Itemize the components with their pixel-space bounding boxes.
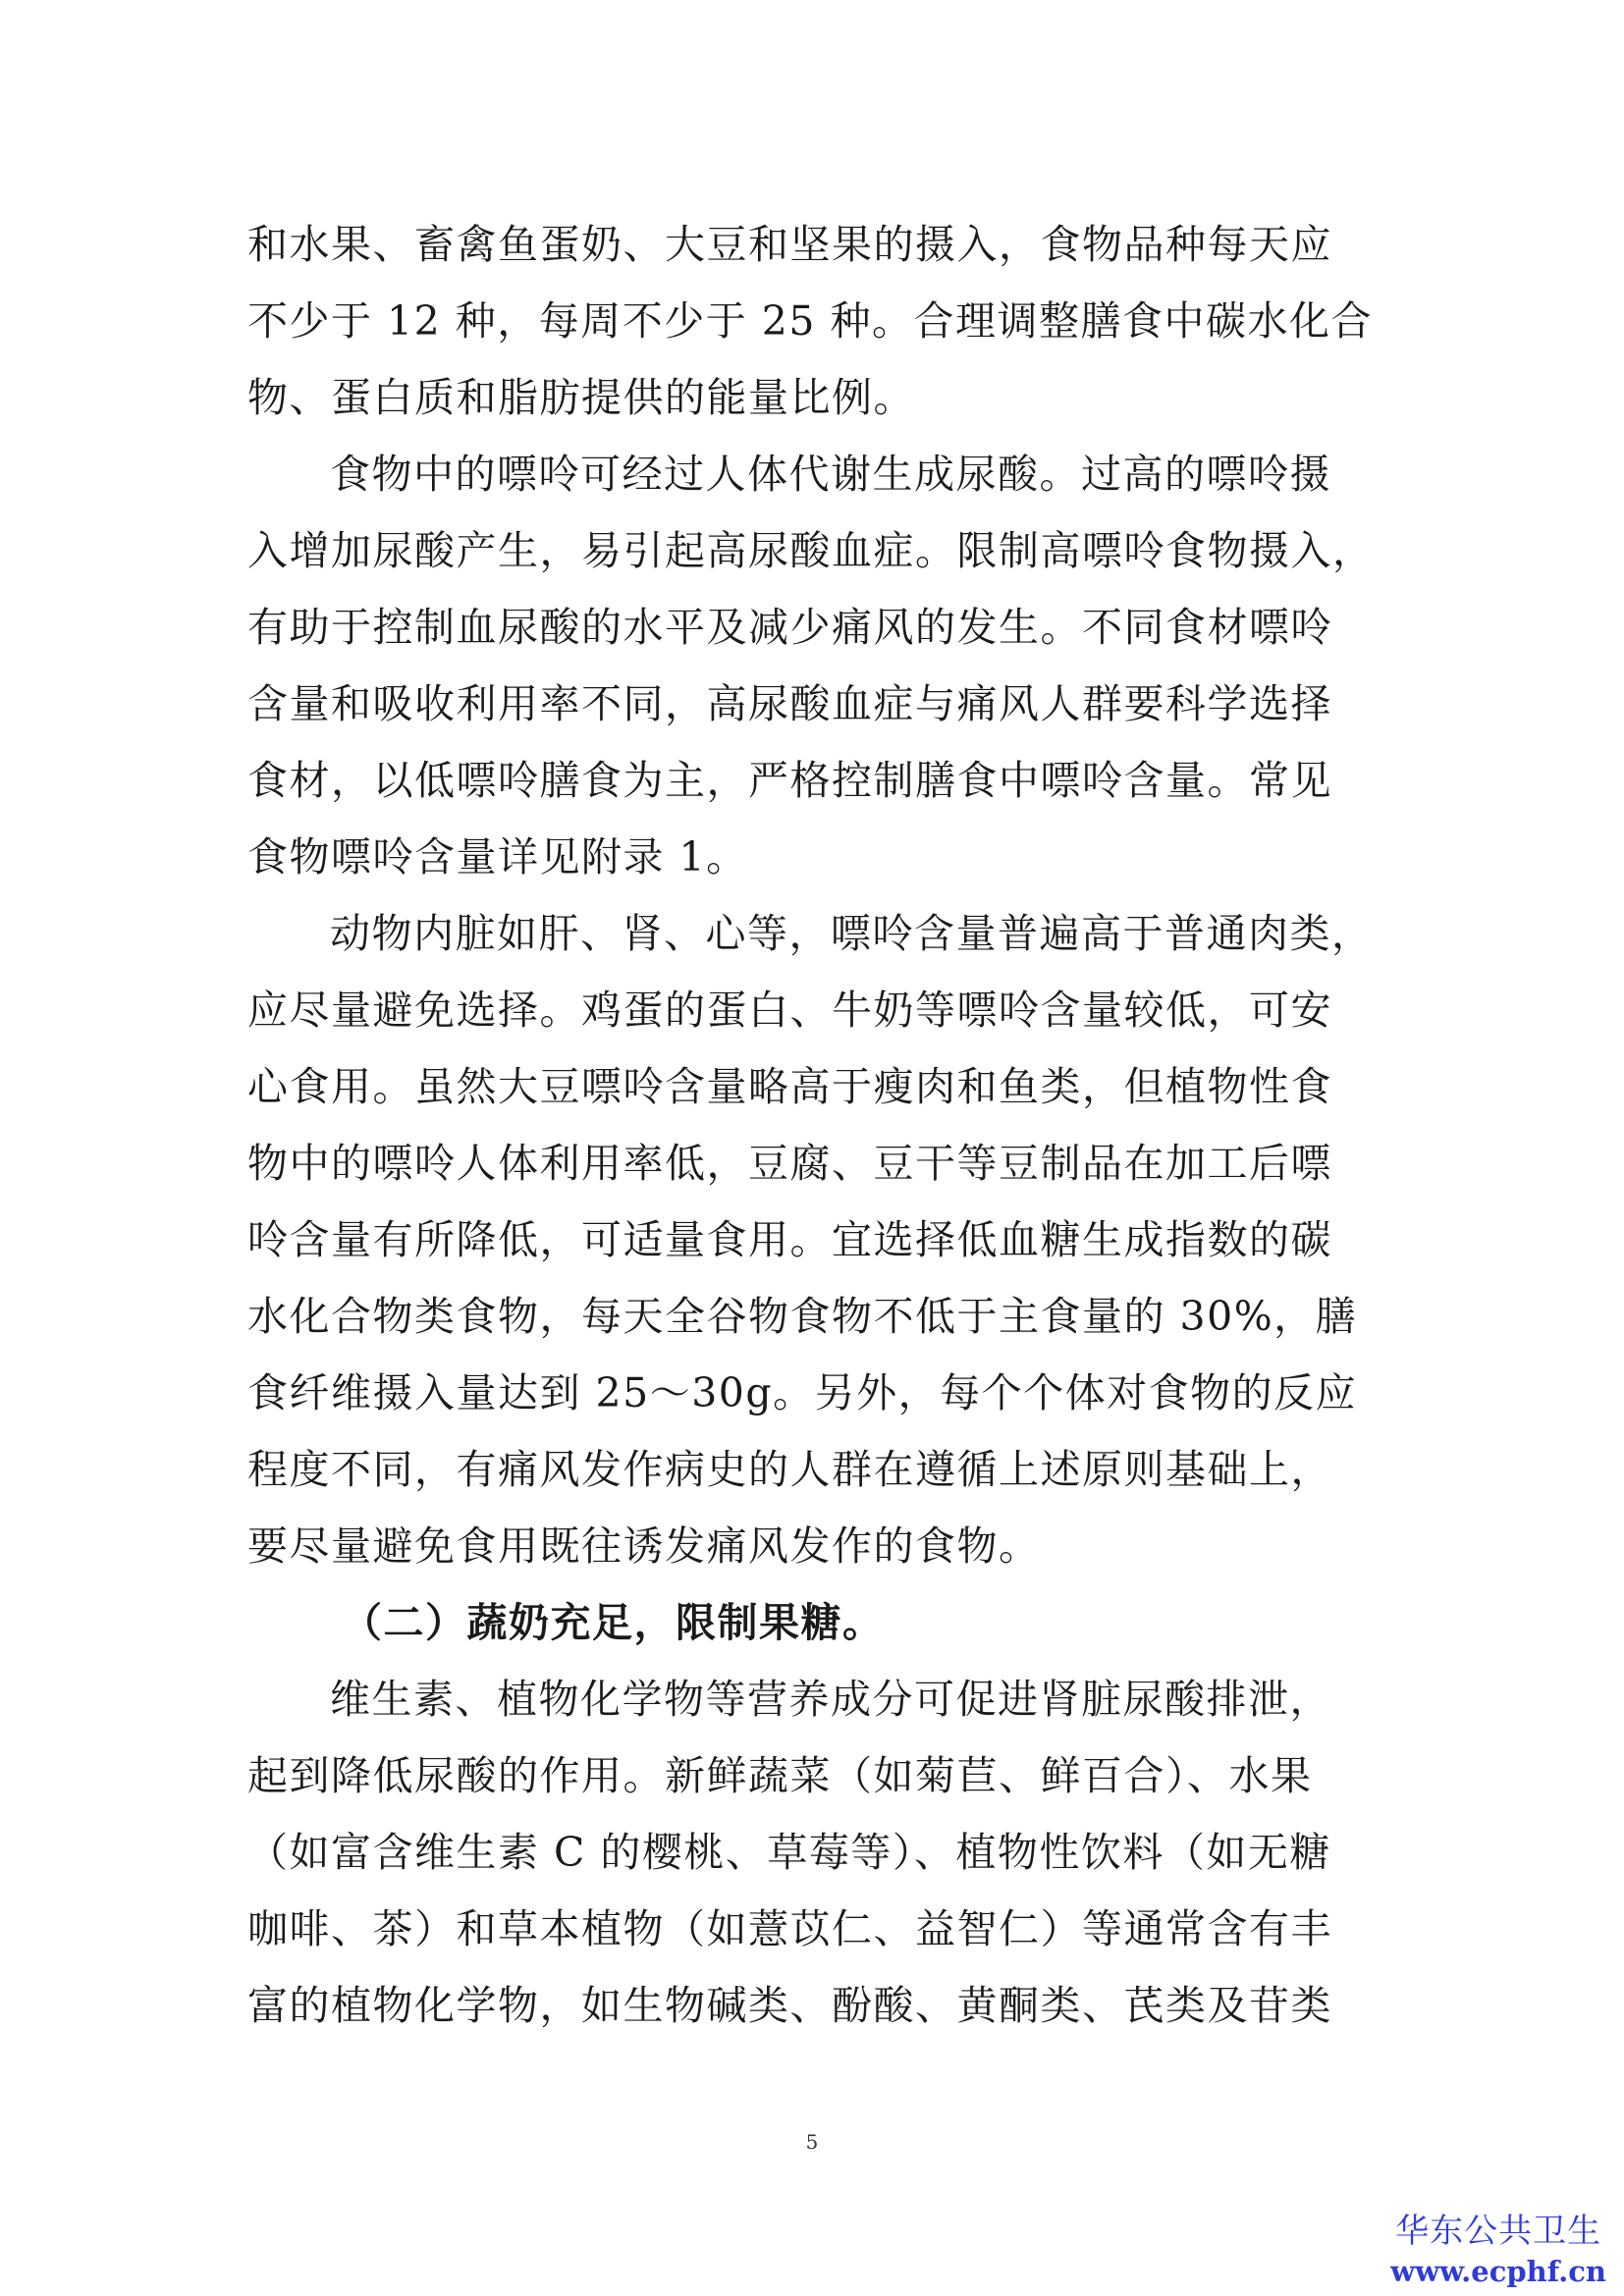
paragraph-start-line: 动物内脏如肝、肾、心等，嘌呤含量普遍高于普通肉类，: [330, 910, 1374, 957]
text-line: 心食用。虽然大豆嘌呤含量略高于瘦肉和鱼类，但植物性食: [247, 1063, 1332, 1110]
section-heading: （二）蔬奶充足，限制果糖。: [342, 1599, 885, 1646]
text-line: 水化合物类食物，每天全谷物食物不低于主食量的 30%，膳: [247, 1293, 1358, 1340]
text-line: 程度不同，有痛风发作病史的人群在遵循上述原则基础上，: [247, 1446, 1332, 1493]
text-line: 富的植物化学物，如生物碱类、酚酸、黄酮类、芪类及苷类: [247, 1982, 1332, 2029]
text-line: 有助于控制血尿酸的水平及减少痛风的发生。不同食材嘌呤: [247, 604, 1332, 651]
text-line: 食纤维摄入量达到 25～30g。另外，每个个体对食物的反应: [247, 1369, 1358, 1416]
text-line: 咖啡、茶）和草本植物（如薏苡仁、益智仁）等通常含有丰: [247, 1905, 1332, 1952]
watermark-title: 华东公共卫生: [1395, 2212, 1602, 2251]
watermark: [1390, 2210, 1606, 2290]
text-line: 和水果、畜禽鱼蛋奶、大豆和坚果的摄入，食物品种每天应: [247, 221, 1332, 268]
text-line: 应尽量避免选择。鸡蛋的蛋白、牛奶等嘌呤含量较低，可安: [247, 987, 1332, 1034]
watermark-url: www.ecphf.cn: [1390, 2255, 1606, 2288]
text-line: 物、蛋白质和脂肪提供的能量比例。: [247, 374, 915, 421]
body-text: [247, 206, 1379, 2044]
text-line: 含量和吸收利用率不同，高尿酸血症与痛风人群要科学选择: [247, 680, 1332, 727]
text-line: 不少于 12 种，每周不少于 25 种。合理调整膳食中碳水化合: [247, 297, 1373, 345]
text-line: 呤含量有所降低，可适量食用。宜选择低血糖生成指数的碳: [247, 1216, 1332, 1263]
text-line: 食物嘌呤含量详见附录 1。: [247, 833, 748, 881]
text-line: 入增加尿酸产生，易引起高尿酸血症。限制高嘌呤食物摄入，: [247, 527, 1375, 574]
text-line: （如富含维生素 C 的樱桃、草莓等）、植物性饮料（如无糖: [247, 1829, 1331, 1876]
paragraph-start-line: 维生素、植物化学物等营养成分可促进肾脏尿酸排泄，: [330, 1676, 1331, 1723]
text-line: 食材，以低嘌呤膳食为主，严格控制膳食中嘌呤含量。常见: [247, 757, 1332, 804]
text-line: 物中的嘌呤人体利用率低，豆腐、豆干等豆制品在加工后嘌: [247, 1140, 1332, 1187]
text-line: 要尽量避免食用既往诱发痛风发作的食物。: [247, 1522, 1041, 1570]
page-number: 5: [805, 2130, 819, 2154]
text-line: 起到降低尿酸的作用。新鲜蔬菜（如菊苣、鲜百合）、水果: [247, 1752, 1313, 1799]
paragraph-start-line: 食物中的嘌呤可经过人体代谢生成尿酸。过高的嘌呤摄: [330, 451, 1331, 498]
